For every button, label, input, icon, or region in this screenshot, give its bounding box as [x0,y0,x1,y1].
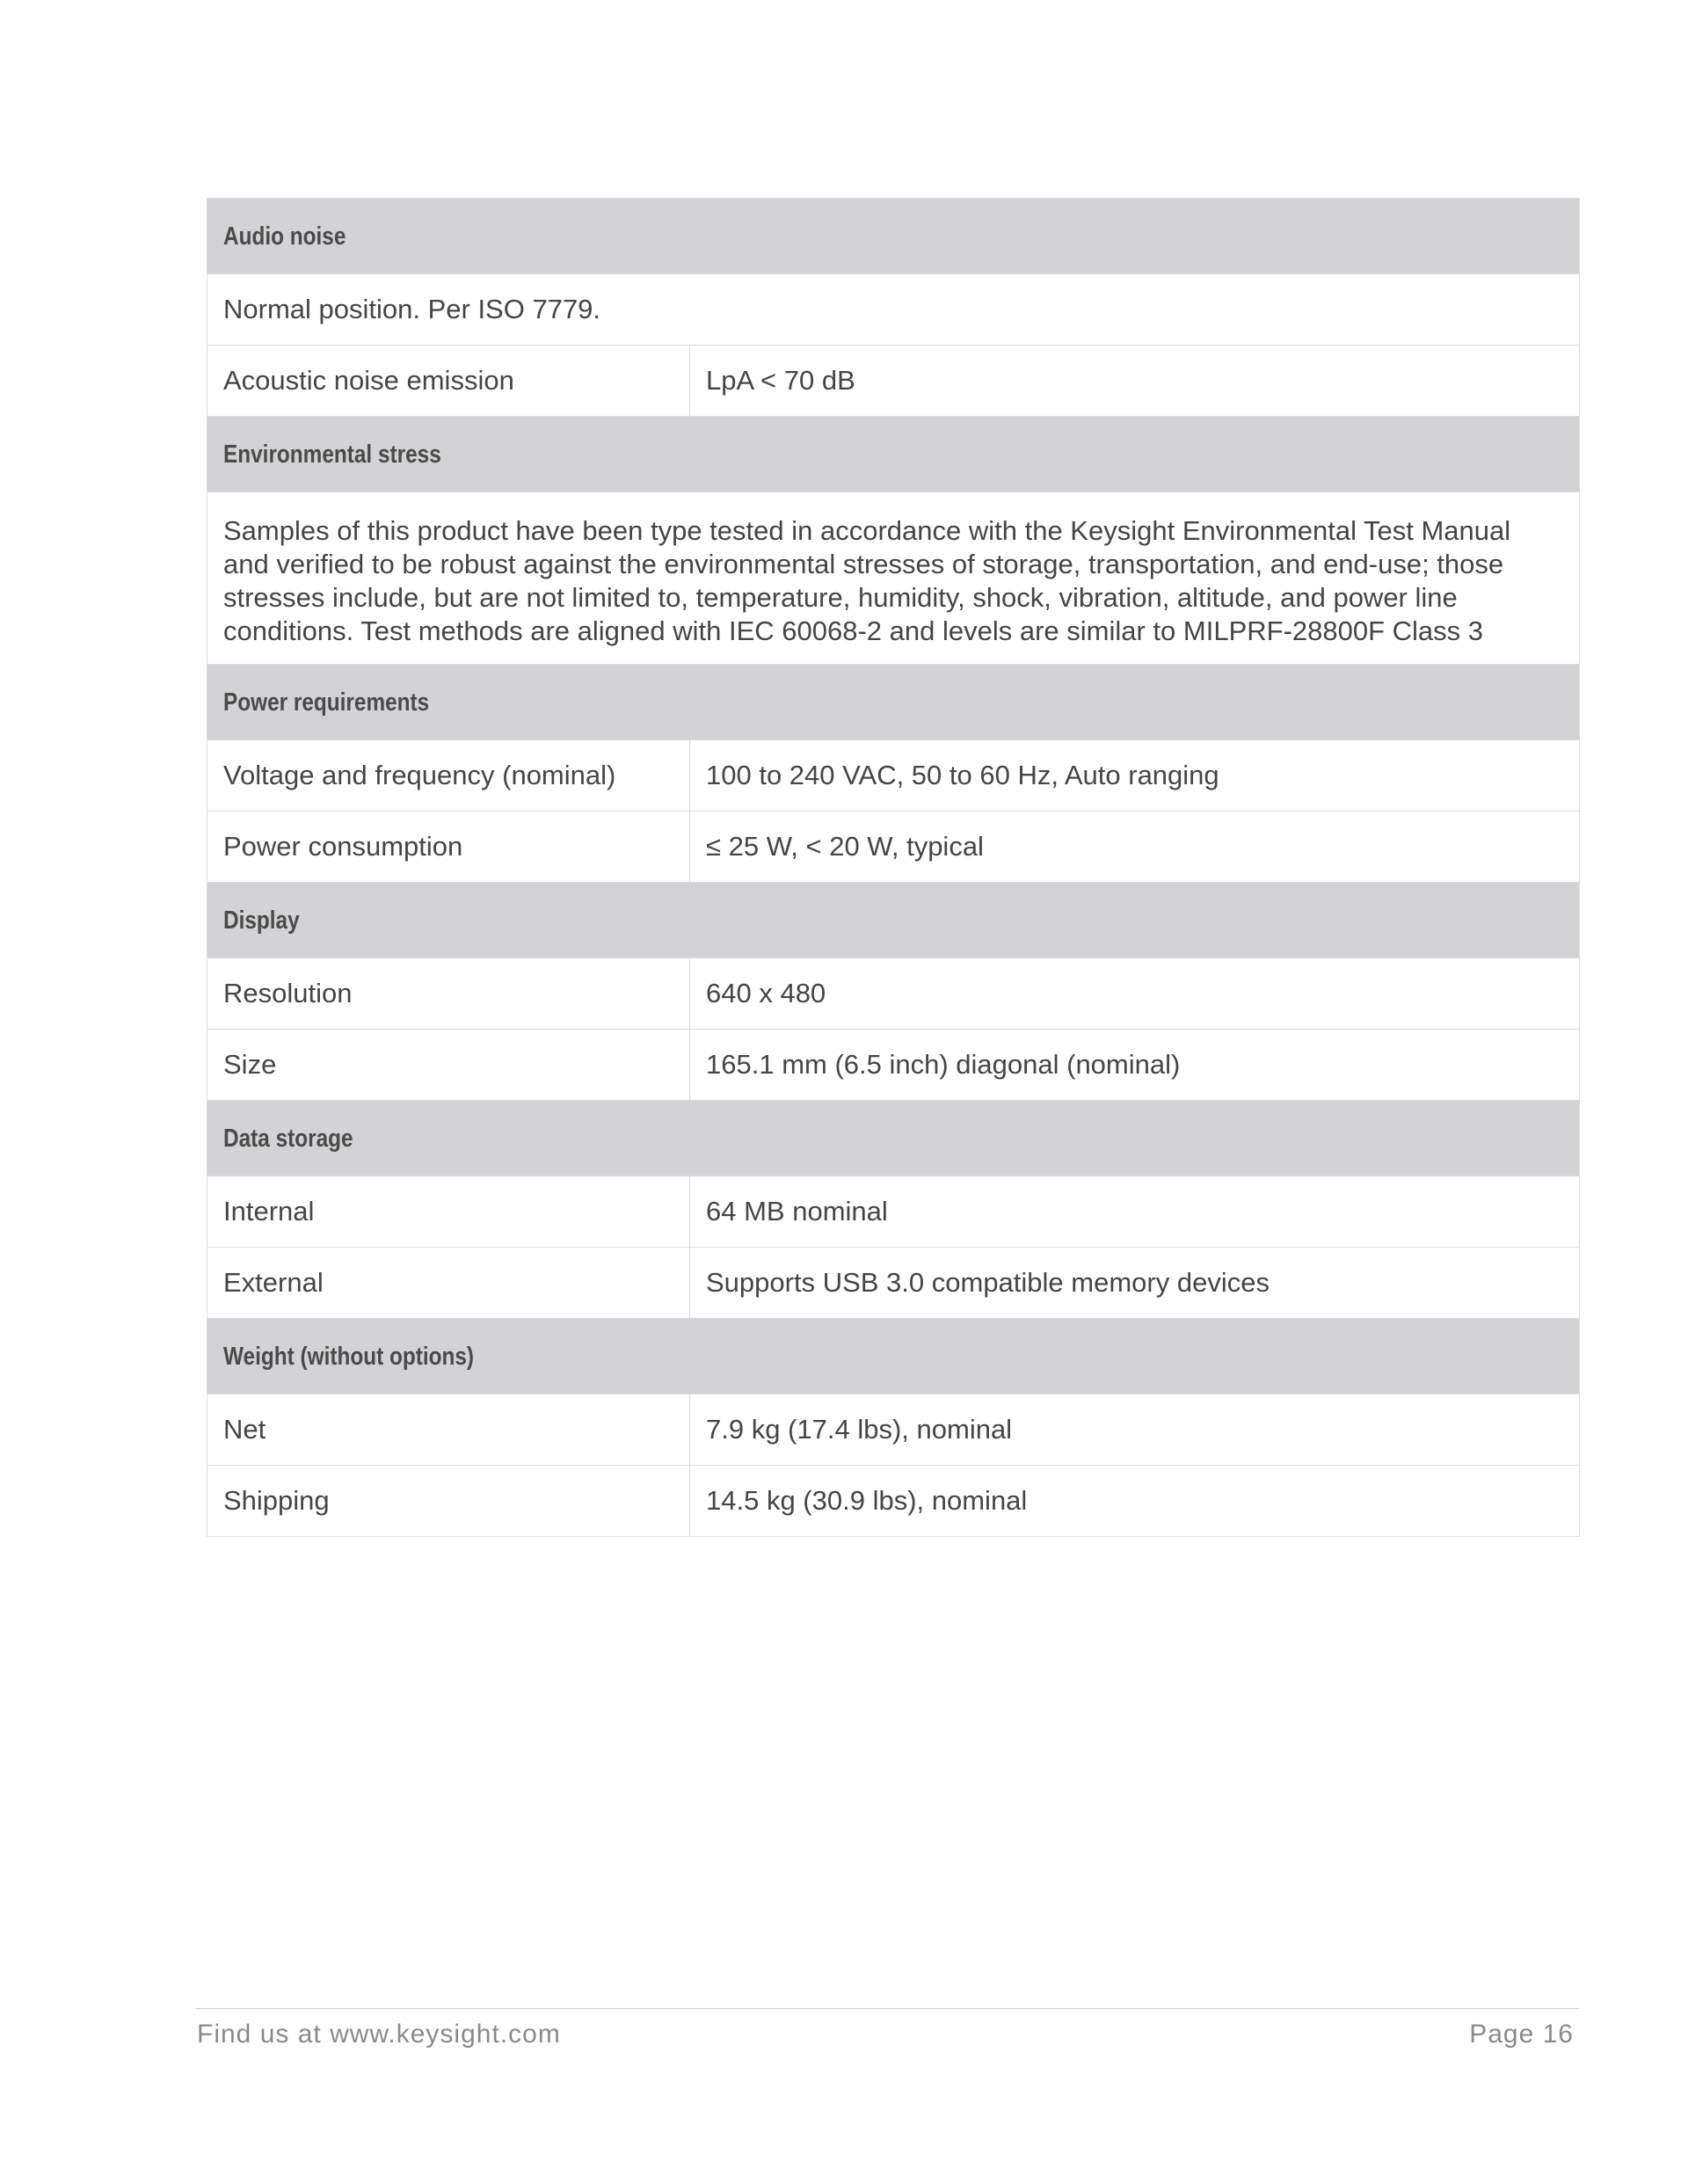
table-row [207,1248,1580,1319]
row-value: 165.1 mm (6.5 inch) diagonal (nominal) [690,1030,1580,1101]
section-header-environmental-stress [207,417,1580,492]
row-label: Resolution [207,958,690,1030]
table-row [207,492,1580,665]
section-header-weight [207,1319,1580,1394]
row-label: External [207,1248,690,1319]
section-title: Power requirements [223,688,430,717]
table-row [207,1176,1580,1248]
table-row [207,958,1580,1030]
row-value: LpA < 70 dB [690,346,1580,417]
row-label: Size [207,1030,690,1101]
audio-noise-note: Normal position. Per ISO 7779. [207,274,1580,346]
row-value: 64 MB nominal [690,1176,1580,1248]
row-label: Internal [207,1176,690,1248]
section-title: Display [223,906,300,935]
row-value: ≤ 25 W, < 20 W, typical [690,812,1580,883]
row-label: Acoustic noise emission [207,346,690,417]
section-title: Environmental stress [223,440,441,469]
row-value: 100 to 240 VAC, 50 to 60 Hz, Auto ranging [690,740,1580,812]
row-value: 7.9 kg (17.4 lbs), nominal [690,1394,1580,1466]
table-row [207,740,1580,812]
row-label: Voltage and frequency (nominal) [207,740,690,812]
section-title: Data storage [223,1124,353,1153]
footer-website[interactable]: Find us at www.keysight.com [197,2020,561,2049]
table-row [207,346,1580,417]
section-title: Weight (without options) [223,1342,475,1371]
section-header-audio-noise [207,199,1580,274]
table-row [207,274,1580,346]
row-label: Net [207,1394,690,1466]
page-number: Page 16 [1469,2020,1574,2049]
table-row [207,812,1580,883]
section-header-display [207,883,1580,958]
section-header-power-requirements [207,665,1580,740]
section-header-data-storage [207,1101,1580,1176]
table-row [207,1466,1580,1537]
footer-divider [196,2008,1579,2009]
row-label: Power consumption [207,812,690,883]
specifications-table [207,198,1580,1537]
row-label: Shipping [207,1466,690,1537]
section-title: Audio noise [223,222,346,251]
row-value: 14.5 kg (30.9 lbs), nominal [690,1466,1580,1537]
table-row [207,1030,1580,1101]
row-value: 640 x 480 [690,958,1580,1030]
environmental-stress-text: Samples of this product have been type tested in accordance with the Keysight Environmental Test Manual and verified to be robust against the environmental stresses of storage, transportation, and end-use; those stresses include, but are not limited to, temperature, humidity, shock, vibration, altitude, and power line conditions. Test methods are aligned with IEC 60068-2 and levels are similar to MILPRF-28800F Class 3 [207,492,1580,665]
row-value: Supports USB 3.0 compatible memory devices [690,1248,1580,1319]
table-row [207,1394,1580,1466]
